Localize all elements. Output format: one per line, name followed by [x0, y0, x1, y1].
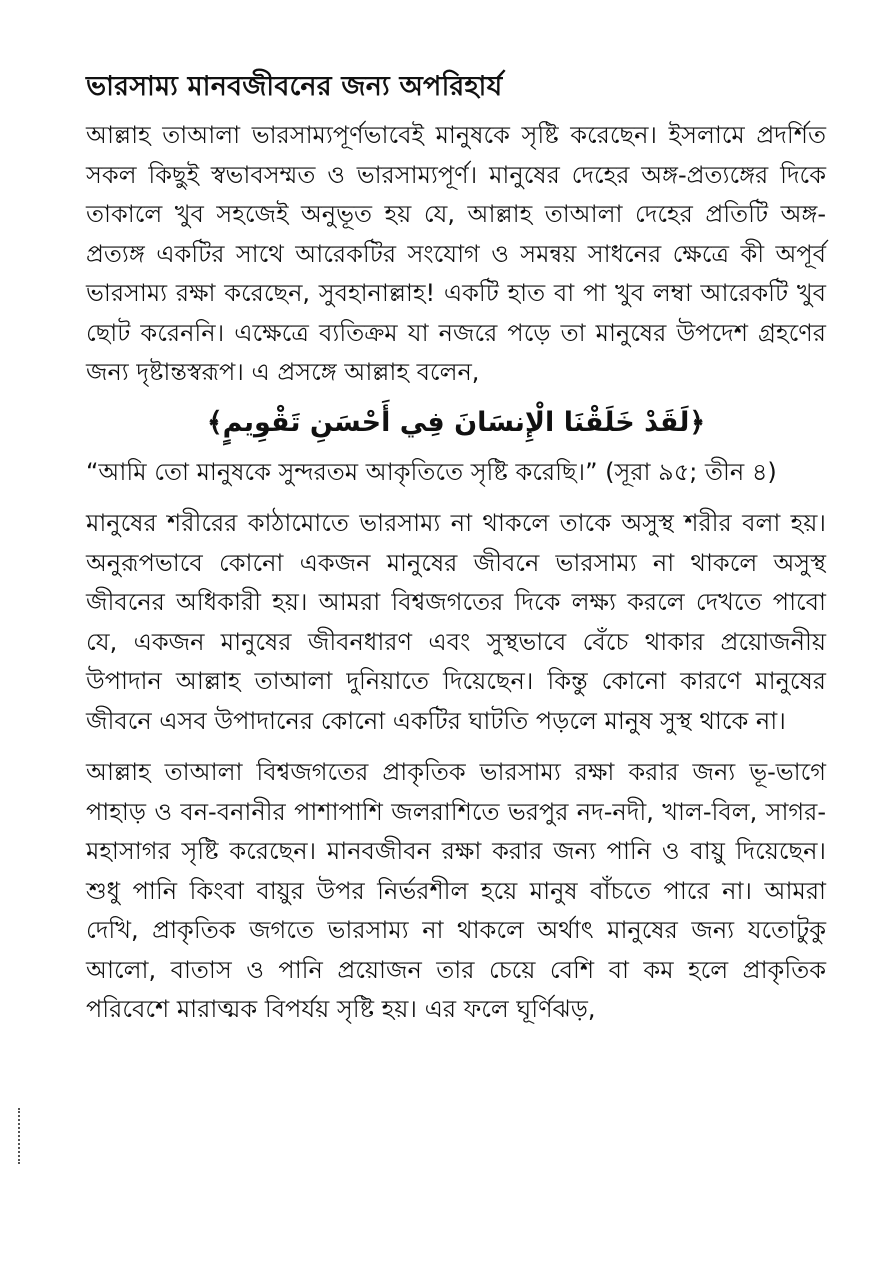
section-heading: ভারসাম্য মানবজীবনের জন্য অপরিহার্য: [86, 71, 503, 102]
verse-translation: “আমি তো মানুষকে সুন্দরতম আকৃতিতে সৃষ্টি করেছি।” (সূরা ৯৫; তীন ৪): [86, 457, 777, 486]
paragraph-body-nature: আল্লাহ তাআলা বিশ্বজগতের প্রাকৃতিক ভারসাম্য রক্ষা করার জন্য ভূ-ভাগে পাহাড় ও বন-বনানীর পাশাপাশি জলরাশিতে ভরপুর নদ-নদী, খাল-বিল, সাগর-মহাসাগর সৃষ্টি করেছেন। মানবজীবন রক্ষা করার জন্য পানি ও বায়ু দিয়েছেন। শুধু পানি কিংবা বায়ুর উপর নির্ভরশীল হয়ে মানুষ বাঁচতে পারে না। আমরা দেখি, প্রাকৃতিক জগতে ভারসাম্য না থাকলে অর্থাৎ মানুষের জন্য যতোটুকু আলো, বাতাস ও পানি প্রয়োজন তার চেয়ে বেশি বা কম হলে প্রাকৃতিক পরিবেশে মারাত্মক বিপর্যয় সৃষ্টি হয়। এর ফলে ঘূর্ণিঝড়,: [86, 758, 826, 1023]
paragraph-body-health: মানুষের শরীরের কাঠামোতে ভারসাম্য না থাকলে তাকে অসুস্থ শরীর বলা হয়। অনুরূপভাবে কোনো একজন মানুষের জীবনে ভারসাম্য না থাকলে অসুস্থ জীবনের অধিকারী হয়। আমরা বিশ্বজগতের দিকে লক্ষ্য করলে দেখতে পাবো যে, একজন মানুষের জীবনধারণ এবং সুস্থভাবে বেঁচে থাকার প্রয়োজনীয় উপাদান আল্লাহ তাআলা দুনিয়াতে দিয়েছেন। কিন্তু কোনো কারণে মানুষের জীবনে এসব উপাদানের কোনো একটির ঘাটতি পড়লে মানুষ সুস্থ থাকে না।: [86, 509, 826, 735]
page-edge-mark: [18, 1108, 22, 1164]
paragraph-intro: আল্লাহ তাআলা ভারসাম্যপূর্ণভাবেই মানুষকে সৃষ্টি করেছেন। ইসলামে প্রদর্শিত সকল কিছুই স্বভাবসম্মত ও ভারসাম্যপূর্ণ। মানুষের দেহের অঙ্গ-প্রত্যঙ্গের দিকে তাকালে খুব সহজেই অনুভূত হয় যে, আল্লাহ তাআলা দেহের প্রতিটি অঙ্গ-প্রত্যঙ্গ একটির সাথে আরেকটির সংযোগ ও সমন্বয় সাধনের ক্ষেত্রে কী অপূর্ব ভারসাম্য রক্ষা করেছেন, সুবহানাল্লাহ! একটি হাত বা পা খুব লম্বা আরেকটি খুব ছোট করেননি। এক্ষেত্রে ব্যতিক্রম যা নজরে পড়ে তা মানুষের উপদেশ গ্রহণের জন্য দৃষ্টান্তস্বরূপ। এ প্রসঙ্গে আল্লাহ বলেন,: [86, 121, 826, 386]
page-content: [86, 62, 826, 1030]
arabic-verse: ﴿لَقَدْ خَلَقْنَا الْإِنسَانَ فِي أَحْسَنِ تَقْوِيمٍ﴾: [206, 406, 706, 438]
